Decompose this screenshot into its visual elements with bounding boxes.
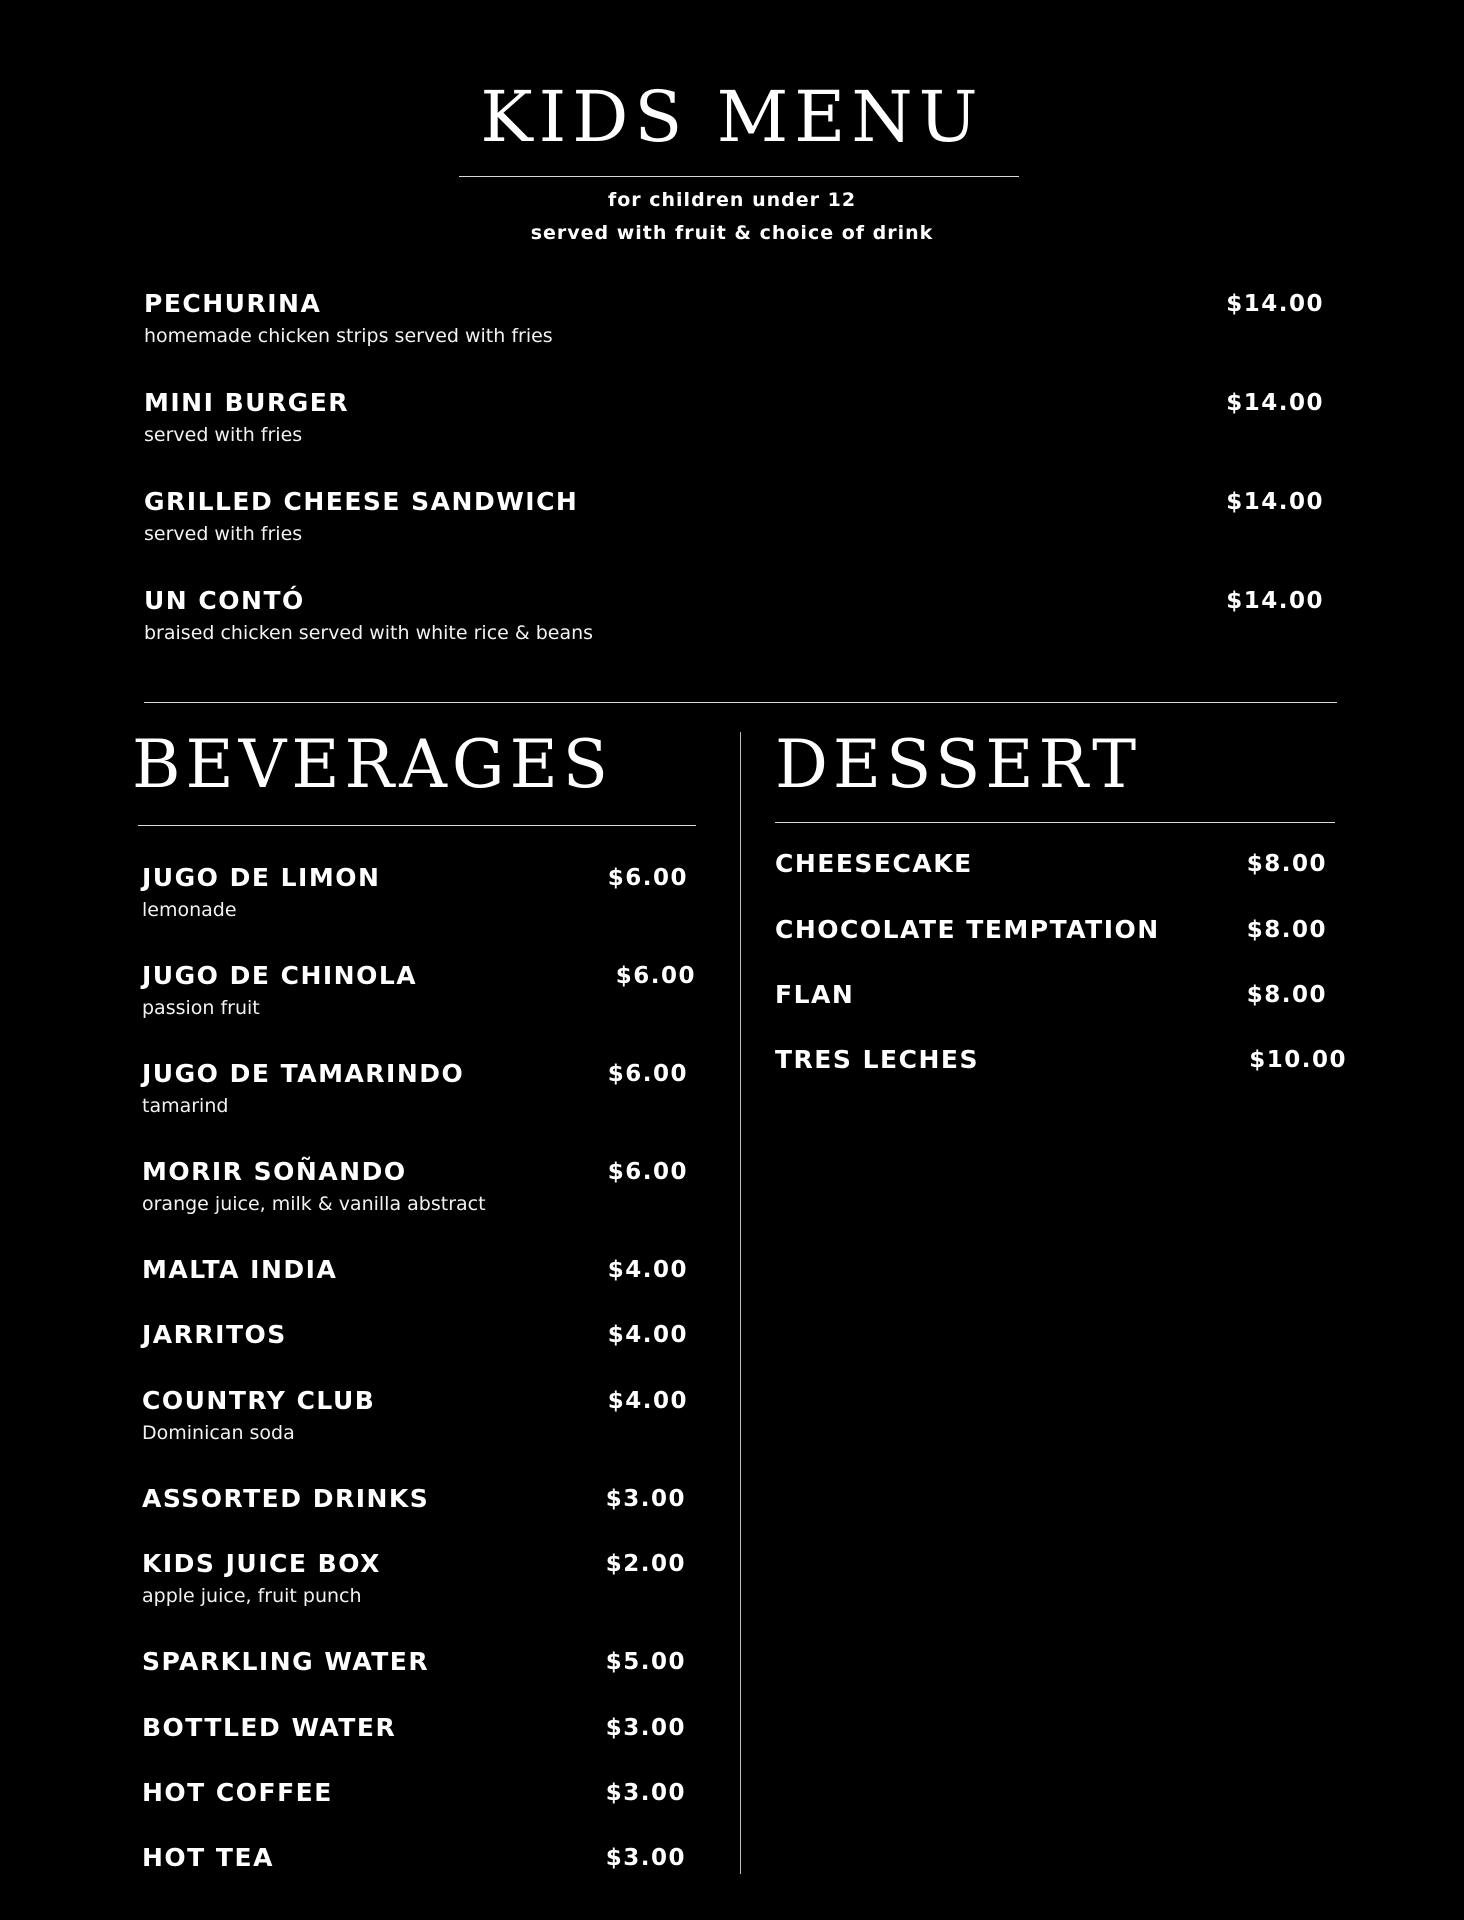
item-name: HOT TEA	[142, 1843, 274, 1872]
item-name: CHEESECAKE	[775, 849, 973, 878]
item-name: TRES LECHES	[775, 1045, 979, 1074]
item-description: Dominican soda	[142, 1422, 295, 1444]
item-price: $4.00	[607, 1322, 688, 1348]
item-name: COUNTRY CLUB	[142, 1386, 376, 1415]
kids-menu-title: KIDS MENU	[480, 76, 984, 158]
item-price: $3.00	[605, 1845, 686, 1871]
beverage-item	[142, 1842, 688, 1912]
beverage-item	[142, 1254, 688, 1324]
item-description: tamarind	[142, 1095, 229, 1117]
item-price: $8.00	[1246, 917, 1327, 943]
kids-title-divider	[459, 176, 1019, 177]
item-name: MALTA INDIA	[142, 1255, 338, 1284]
item-name: MINI BURGER	[144, 388, 350, 417]
item-name: ASSORTED DRINKS	[142, 1484, 430, 1513]
beverage-item	[142, 862, 688, 932]
item-price: $6.00	[607, 1159, 688, 1185]
item-name: PECHURINA	[144, 289, 322, 318]
item-price: $3.00	[605, 1780, 686, 1806]
item-price: $14.00	[1226, 588, 1324, 614]
item-price: $8.00	[1246, 982, 1327, 1008]
item-description: apple juice, fruit punch	[142, 1585, 362, 1607]
item-price: $14.00	[1226, 291, 1324, 317]
item-name: GRILLED CHEESE SANDWICH	[144, 487, 579, 516]
item-price: $8.00	[1246, 851, 1327, 877]
beverage-item	[142, 960, 696, 1030]
dessert-title-divider	[775, 822, 1335, 823]
kids-item-grilled-cheese	[144, 486, 1324, 556]
item-name: JUGO DE LIMON	[142, 863, 381, 892]
kids-subtitle-served: served with fruit & choice of drink	[530, 222, 934, 244]
beverage-item	[142, 1156, 688, 1226]
item-price: $2.00	[605, 1551, 686, 1577]
item-price: $3.00	[605, 1486, 686, 1512]
beverages-title: BEVERAGES	[132, 726, 613, 803]
beverage-item	[142, 1712, 688, 1782]
item-price: $6.00	[615, 963, 696, 989]
kids-subtitle-age: for children under 12	[607, 189, 857, 211]
item-price: $4.00	[607, 1388, 688, 1414]
item-description: served with fries	[144, 424, 303, 446]
section-divider	[144, 702, 1337, 703]
beverage-item	[142, 1385, 688, 1455]
beverage-item	[142, 1548, 688, 1618]
dessert-item	[775, 848, 1340, 888]
column-divider	[740, 732, 741, 1874]
item-name: FLAN	[775, 980, 855, 1009]
item-description: lemonade	[142, 899, 237, 921]
item-price: $6.00	[607, 865, 688, 891]
beverage-item	[142, 1777, 688, 1847]
item-price: $14.00	[1226, 489, 1324, 515]
kids-item-un-conto	[144, 585, 1324, 655]
item-name: KIDS JUICE BOX	[142, 1549, 381, 1578]
item-name: MORIR SOÑANDO	[142, 1157, 407, 1186]
beverage-item	[142, 1483, 688, 1553]
item-name: UN CONTÓ	[144, 586, 305, 615]
kids-item-pechurina	[144, 288, 1324, 358]
item-name: BOTTLED WATER	[142, 1713, 397, 1742]
item-description: braised chicken served with white rice & beans	[144, 622, 594, 644]
item-price: $10.00	[1249, 1047, 1347, 1073]
item-name: JUGO DE CHINOLA	[142, 961, 418, 990]
beverage-item	[142, 1646, 688, 1716]
item-name: SPARKLING WATER	[142, 1647, 430, 1676]
item-description: homemade chicken strips served with fries	[144, 325, 553, 347]
dessert-item	[775, 979, 1340, 1019]
beverage-item	[142, 1058, 688, 1128]
item-name: HOT COFFEE	[142, 1778, 333, 1807]
kids-item-mini-burger	[144, 387, 1324, 457]
beverages-title-divider	[138, 825, 696, 826]
item-description: served with fries	[144, 523, 303, 545]
item-name: JARRITOS	[142, 1320, 287, 1349]
item-description: passion fruit	[142, 997, 260, 1019]
dessert-item	[775, 1044, 1347, 1084]
item-price: $3.00	[605, 1715, 686, 1741]
item-price: $14.00	[1226, 390, 1324, 416]
item-name: JUGO DE TAMARINDO	[142, 1059, 465, 1088]
beverage-item	[142, 1319, 688, 1389]
item-price: $6.00	[607, 1061, 688, 1087]
dessert-item	[775, 914, 1340, 954]
item-description: orange juice, milk & vanilla abstract	[142, 1193, 486, 1215]
item-price: $5.00	[605, 1649, 686, 1675]
dessert-title: DESSERT	[775, 726, 1142, 803]
item-price: $4.00	[607, 1257, 688, 1283]
item-name: CHOCOLATE TEMPTATION	[775, 915, 1160, 944]
